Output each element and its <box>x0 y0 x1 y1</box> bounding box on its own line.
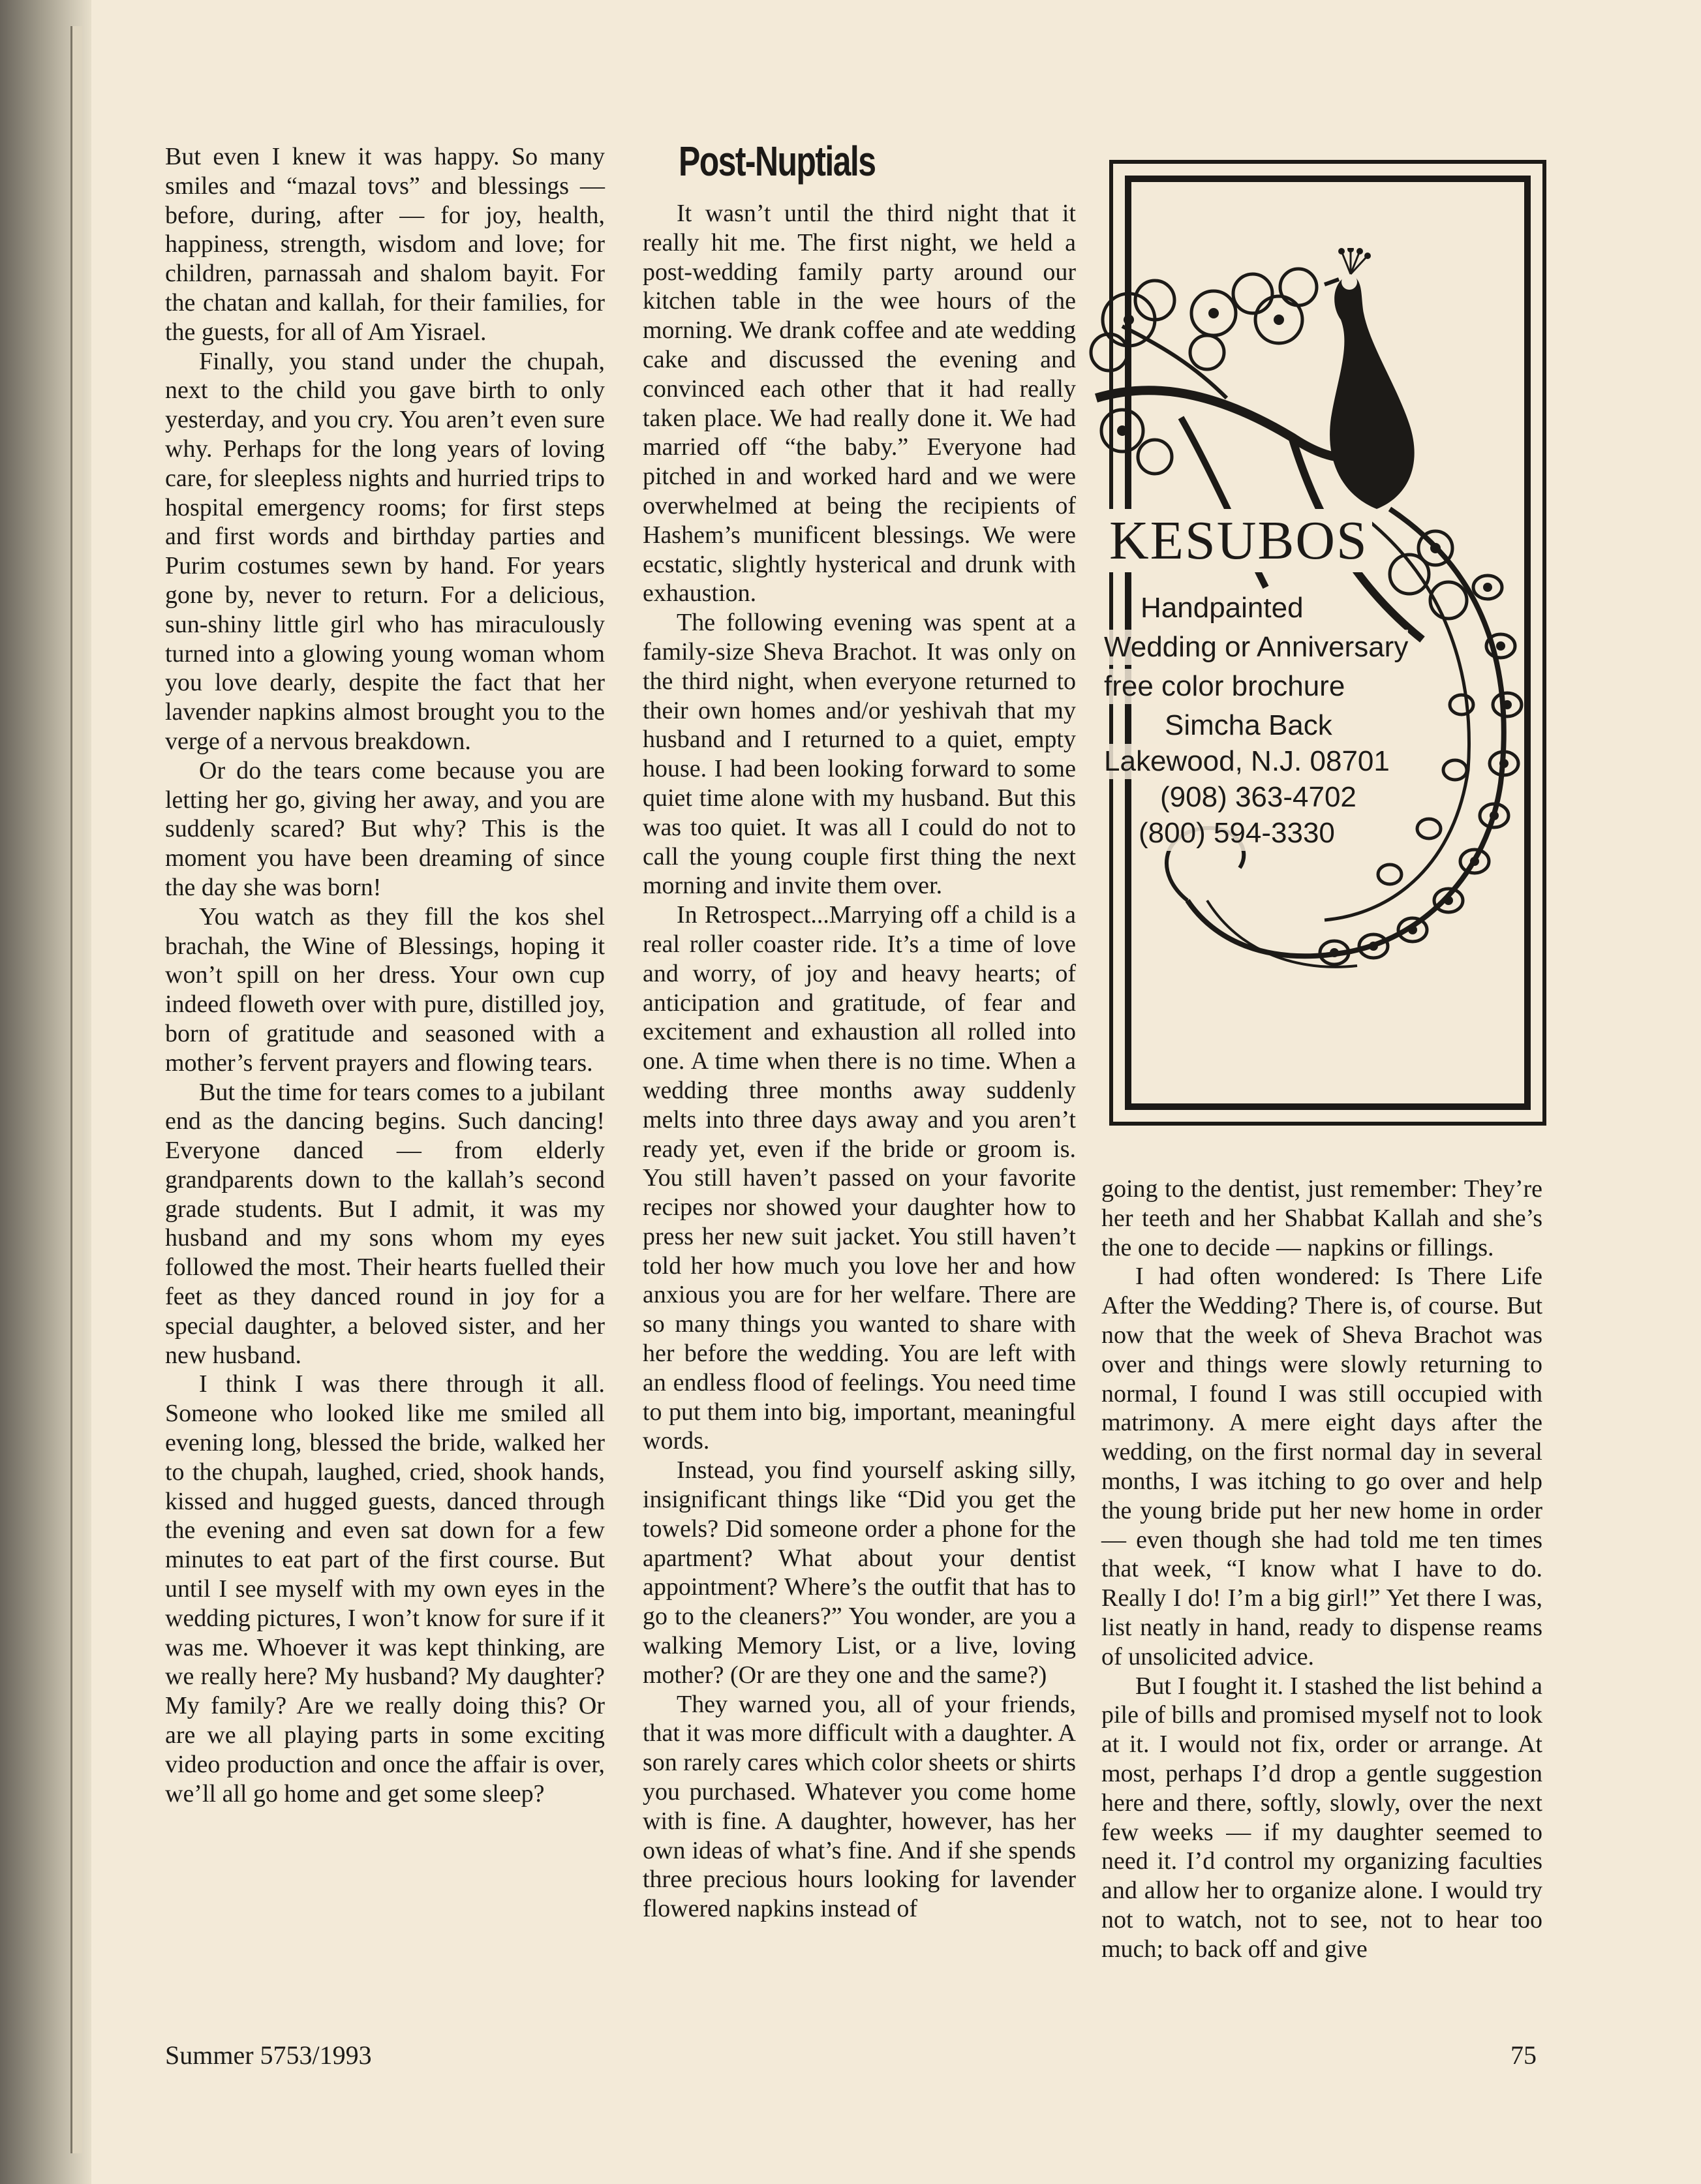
paragraph: going to the dentist, just remember: They’re her teeth and her Shabbat Kallah and she’s the one to decide — napkins or fillings. <box>1101 1175 1542 1261</box>
article-column-1 <box>165 142 605 1808</box>
paragraph: Or do the tears come because you are letting her go, giving her away, and you are suddenly scared? But why? This is the moment you have been dreaming of since the day she was born! <box>165 756 605 901</box>
ad-line-name: Simcha Back <box>1165 708 1332 743</box>
issue-date: Summer 5753/1993 <box>165 2040 372 2070</box>
ad-line-address: Lakewood, N.J. 08701 <box>1104 744 1390 779</box>
paragraph: But even I knew it was happy. So many smiles and “mazal tovs” and blessings — before, during, after — for joy, health, happiness, strength, wisdom and love; for children, parnassah and shalom bayit. For the chatan and kallah, for their families, for the guests, for all of Am Yisrael. <box>165 143 605 346</box>
section-heading: Post-Nuptials <box>679 138 876 185</box>
paragraph: You watch as they fill the kos shel brachah, the Wine of Blessings, hoping it won’t spill on her dress. Your own cup indeed floweth over with pure, distilled joy, born of gratitude and seasoned with a mother’s fervent prayers and flowing tears. <box>165 902 605 1077</box>
facing-page-edge <box>70 26 82 2153</box>
paragraph: I think I was there through it all. Someone who looked like me smiled all evening long, blessed the bride, walked her to the chupah, laughed, cried, shook hands, kissed and hugged guests, danced through the evening and even sat down for a few minutes to eat part of the first course. But until I see myself with my own eyes in the wedding pictures, I won’t know for sure if it was me. Whoever it was kept thinking, are we really here? My husband? My daughter? My family? Are we really doing this? Or are we all playing parts in some exciting video production and once the affair is over, we’ll all go home and get some sleep? <box>165 1370 605 1807</box>
paragraph: The following evening was spent at a family-size Sheva Brachot. It was only on the third night, when everyone returned to their own homes and/or yeshivah that my husband and I returned to a quiet, empty house. I had been looking forward to some quiet time alone with my husband. But this was too quiet. It was all I could do not to call the young couple first thing the next morning and invite them over. <box>643 609 1076 900</box>
paragraph: But the time for tears comes to a jubilant end as the dancing begins. Such dancing! Everyone danced — from elderly grandparents down to the kallah’s second grade students. But I admit, it was my husband and my sons whom my eyes followed the most. Their hearts fuelled their feet as they danced round in joy for a special daughter, a beloved sister, and her new husband. <box>165 1078 605 1369</box>
paragraph: In Retrospect...Marrying off a child is a real roller coaster ride. It’s a time of love and worry, of joy and heavy hearts; of anticipation and gratitude, of fear and excitement and exhaustion all rolled into one. A time when there is no time. When a wedding three months away suddenly melts into three days away and you aren’t ready yet, even if the bride or groom is. You still haven’t passed on your favorite recipes nor showed your daughter how to press her new suit jacket. You still haven’t told her how much you love her and how anxious you are for her welfare. There are so many things you wanted to share with her before the wedding. You are left with an endless flood of feelings. You need time to put them into big, important, meaningful words. <box>643 901 1076 1455</box>
ad-line-wedding: Wedding or Anniversary <box>1104 630 1408 665</box>
page-number: 75 <box>1510 2040 1537 2070</box>
paragraph: But I fought it. I stashed the list behind a pile of bills and promised myself not to look at it. I would not fix, order or arrange. At most, perhaps I’d drop a gentle suggestion here and there, softly, slowly, over the next few weeks — if my daughter seemed to need it. I’d control my organizing faculties and allow her to organize alone. I would try not to watch, not to see, not to hear too much; to back off and give <box>1101 1672 1542 1963</box>
ad-line-handpainted: Handpainted <box>1141 591 1304 626</box>
paragraph: I had often wondered: Is There Life After the Wedding? There is, of course. But now that the week of Sheva Brachot was over and things were slowly returning to normal, I found I was still occupied with matrimony. A mere eight days after the wedding, on the first normal day in several months, I was itching to go over and help the young bride put her new home in order — even though she had told me ten times that week, “I know what I have to do. Really I do! I’m a big girl!” Yet there I was, list neatly in hand, ready to dispense reams of unsolicited advice. <box>1101 1263 1542 1670</box>
paragraph: It wasn’t until the third night that it really hit me. The first night, we held a post-wedding family party around our kitchen table in the wee hours of the morning. We drank coffee and ate wedding cake and discussed the evening and convinced each other that it had really taken place. We had really done it. We had married off “the baby.” Everyone had pitched in and worked hard and we were overwhelmed at being the recipients of Hashem’s munificent blessings. We were ecstatic, slightly hysterical and drunk with exhaustion. <box>643 200 1076 608</box>
paragraph: They warned you, all of your friends, that it was more difficult with a daughter. A son rarely cares which color sheets or shirts you purchased. Whatever you come home with is fine. A daughter, however, has her own ideas of what’s fine. And if she spends three precious hours looking for lavender flowered napkins instead of <box>643 1690 1076 1923</box>
paragraph: Finally, you stand under the chupah, next to the child you gave birth to only yesterday, and you cry. You aren’t even sure why. Perhaps for the long years of loving care, for sleepless nights and hurried trips to hospital emergency rooms; for first steps and first words and birthday parties and Purim costumes sewn by hand. For years gone by, never to return. For a delicious, sun-shiny little girl who has miraculously turned into a glowing young woman whom you love dearly, despite the fact that her lavender napkins almost brought you to the verge of a nervous breakdown. <box>165 347 605 755</box>
ad-line-brochure: free color brochure <box>1104 669 1345 704</box>
paragraph: Instead, you find yourself asking silly, insignificant things like “Did you get the towels? Did someone order a phone for the apartment? What about your dentist appointment? Where’s the outfit that has to go to the cleaners?” You wonder, are you a walking Memory List, or a live, loving mother? (Or are they one and the same?) <box>643 1456 1076 1689</box>
ad-phone-2: (800) 594-3330 <box>1139 816 1335 851</box>
ad-title: KESUBOS <box>1105 509 1372 572</box>
article-column-3 <box>1101 1175 1542 1964</box>
article-column-2 <box>643 199 1076 1924</box>
ad-phone-1: (908) 363-4702 <box>1160 780 1356 815</box>
